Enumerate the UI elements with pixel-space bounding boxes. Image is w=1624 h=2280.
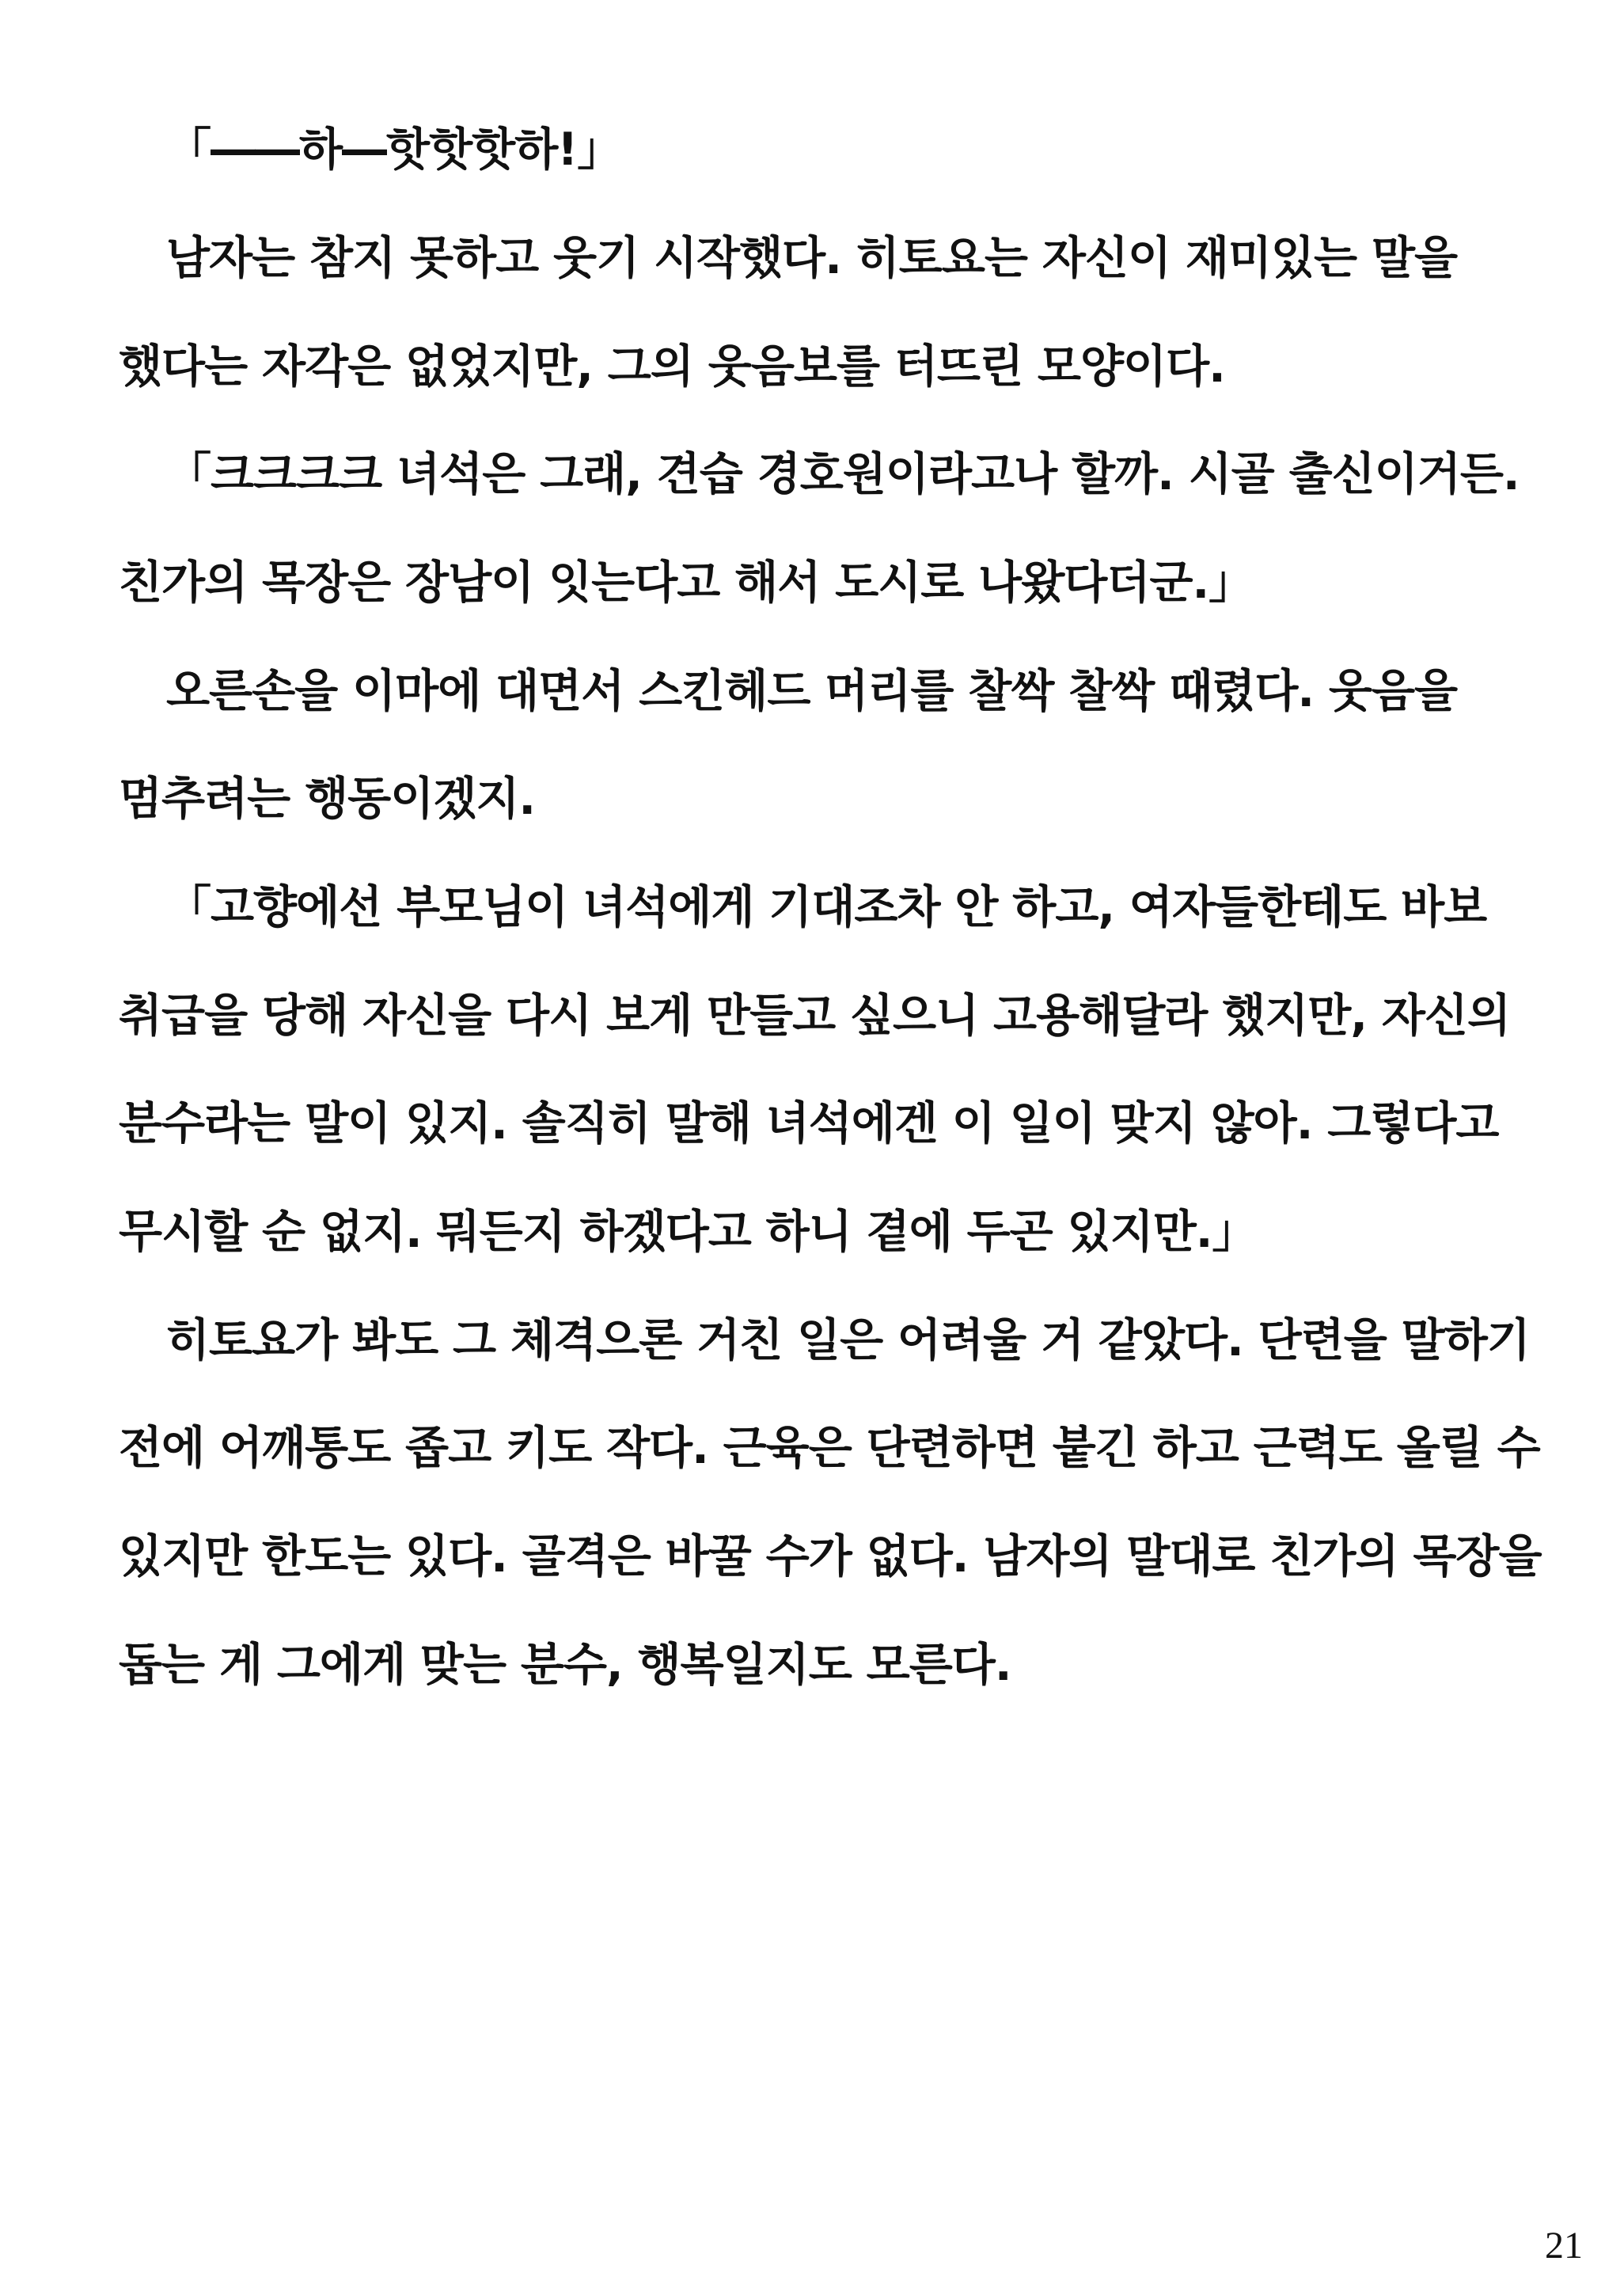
text-line-8: 「고향에선 부모님이 녀석에게 기대조차 안 하고, 여자들한테도 바보 <box>166 881 1487 933</box>
text-line-1: 「――하―핫핫핫하!」 <box>166 124 622 176</box>
text-line-9: 취급을 당해 자신을 다시 보게 만들고 싶으니 고용해달라 했지만, 자신의 <box>119 990 1511 1042</box>
text-line-6: 오른손을 이마에 대면서 스킨헤드 머리를 찰싹 찰싹 때렸다. 웃음을 <box>166 665 1458 717</box>
text-line-14: 있지만 한도는 있다. 골격은 바꿀 수가 없다. 남자의 말대로 친가의 목장을 <box>119 1530 1542 1583</box>
text-line-13: 전에 어깨통도 좁고 키도 작다. 근육은 단련하면 붙긴 하고 근력도 올릴 수 <box>119 1422 1540 1474</box>
text-line-11: 무시할 순 없지. 뭐든지 하겠다고 하니 곁에 두곤 있지만.」 <box>119 1206 1257 1258</box>
text-line-4: 「크크크크 녀석은 그래, 견습 경호원이라고나 할까. 시골 출신이거든. <box>166 448 1520 500</box>
text-line-7: 멈추려는 행동이겠지. <box>119 773 536 825</box>
text-line-5: 친가의 목장은 장남이 잇는다고 해서 도시로 나왔다더군.」 <box>119 557 1254 609</box>
text-line-3: 했다는 자각은 없었지만, 그의 웃음보를 터뜨린 모양이다. <box>119 340 1225 393</box>
text-line-15: 돕는 게 그에게 맞는 분수, 행복일지도 모른다. <box>119 1639 1011 1691</box>
text-line-12: 히토요가 봐도 그 체격으론 거친 일은 어려울 거 같았다. 단련을 말하기 <box>166 1314 1530 1366</box>
text-line-2: 남자는 참지 못하고 웃기 시작했다. 히토요는 자신이 재미있는 말을 <box>166 232 1458 284</box>
text-line-10: 분수라는 말이 있지. 솔직히 말해 녀석에겐 이 일이 맞지 않아. 그렇다고 <box>119 1097 1499 1150</box>
page-number: 21 <box>1545 2225 1583 2267</box>
